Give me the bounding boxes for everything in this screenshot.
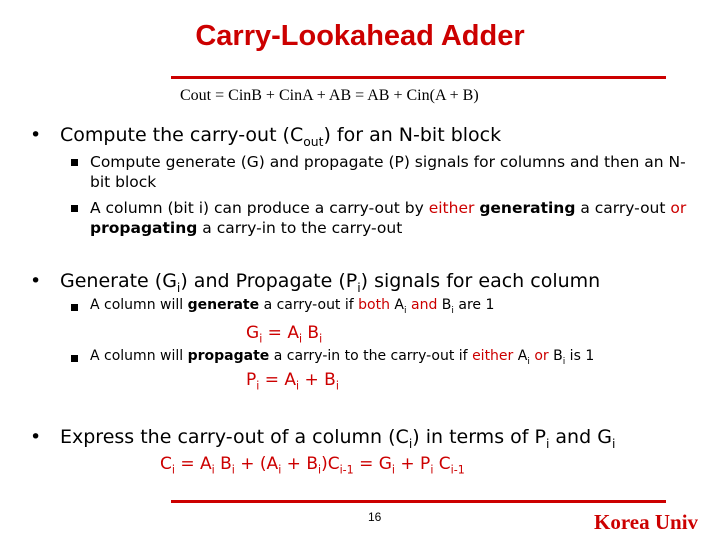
slide-title: Carry-Lookahead Adder	[195, 20, 525, 52]
carry-out-equation: $C_i = A_i$ $B_i + (A_i + B_i)C_{i-1} = G_i + P_i$ $C_{i-1}$	[160, 454, 465, 477]
bullet-dot: •	[30, 270, 42, 292]
sub-bullet-square	[71, 159, 78, 166]
bullet-generate-propagate: Generate $(G_i)$ and Propagate $(P_i)$ signals for each column	[60, 270, 601, 295]
carry-formula: Cout = CinB + CinA + AB = AB + Cin(A + B)	[180, 87, 479, 104]
sub-bullet-square	[71, 355, 78, 362]
generate-equation: $G_i = A_i$ $B_i$	[246, 323, 323, 346]
sub-bullet-compute-signals: Compute generate (G) and propagate (P) signals for columns and then an N-bit block	[90, 153, 686, 191]
sub-bullet-generate-condition: A column will generate a carry-out if both $A_i$ and $B_i$ are 1	[90, 297, 495, 316]
title-underline	[171, 76, 666, 79]
bullet-express-carry-out: Express the carry-out of a column $(C_i)$ in terms of $P_i$ and $G_i$	[60, 426, 616, 451]
footer-rule	[171, 500, 666, 503]
sub-bullet-square	[71, 205, 78, 212]
footer-brand: Korea Univ	[594, 510, 699, 534]
propagate-equation: $P_i = A_i + B_i$	[246, 370, 339, 393]
bullet-compute-carry-out: Compute the carry-out $(C_{out})$ for an N-bit block	[60, 124, 502, 149]
sub-bullet-column-carry-out: A column (bit i) can produce a carry-out by either generating a carry-out or propagating a carry-in to the carry-out	[90, 199, 687, 237]
page-number: 16	[368, 510, 382, 524]
bullet-dot: •	[30, 426, 42, 448]
bullet-dot: •	[30, 124, 42, 146]
sub-bullet-propagate-condition: A column will propagate a carry-in to the carry-out if either $A_i$ or $B_i$ is 1	[90, 348, 595, 367]
sub-bullet-square	[71, 304, 78, 311]
